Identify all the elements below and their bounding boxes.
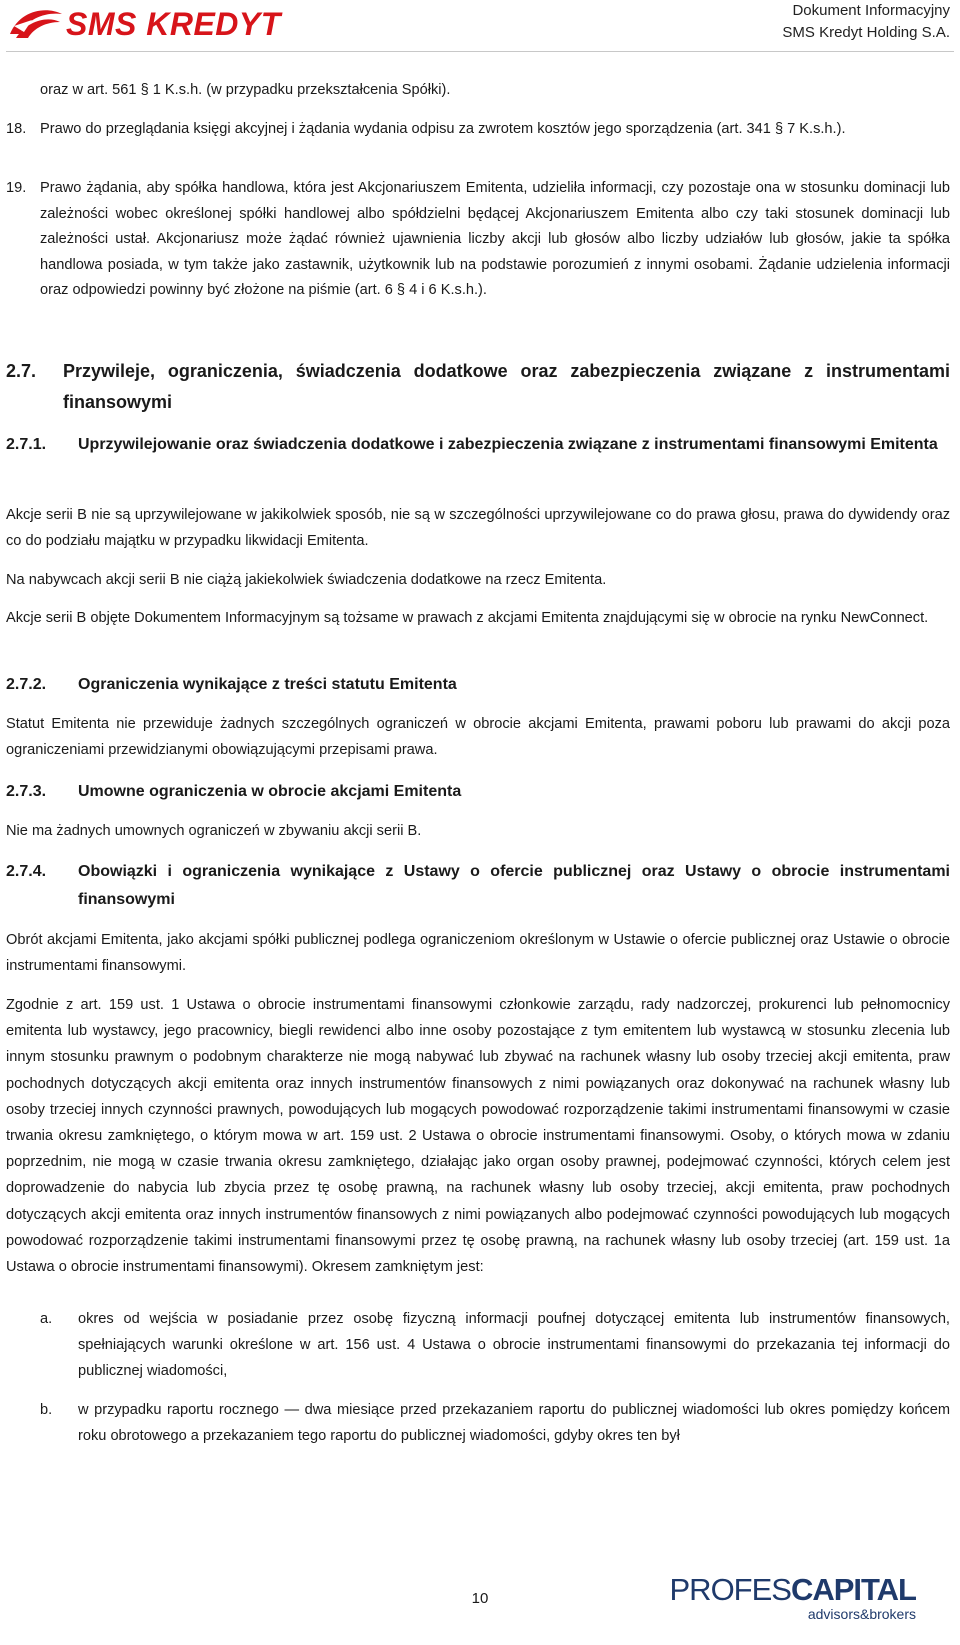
sms-kredyt-logo [6, 4, 296, 44]
continuation-text: oraz w art. 561 § 1 K.s.h. (w przypadku przekształcenia Spółki). [40, 82, 451, 98]
logo-swoosh-icon [6, 4, 64, 44]
list-item-a: okres od wejścia w posiadanie przez osobę fizyczną informacji poufnej dotyczącej emitenta lub instrumentów finansowych, spełniających warunki określone w art. 156 ust. 4 Ustawa o obrocie instrumentami finansowymi do przekazania tej informacji do publicznej wiadomości, [78, 1311, 950, 1380]
list-letter-a: a. [40, 1311, 53, 1327]
list-number-19: 19. [6, 180, 27, 196]
section-title-2-7-3: Umowne ograniczenia w obrocie akcjami Emitenta [78, 783, 462, 800]
document-header-info [782, 0, 950, 44]
document-title: Dokument Informacyjny [792, 2, 950, 19]
company-name: SMS Kredyt Holding S.A. [782, 24, 950, 41]
section-title-2-7-2: Ograniczenia wynikające z treści statutu Emitenta [78, 676, 457, 693]
header-divider [6, 51, 954, 52]
list-letter-b: b. [40, 1402, 53, 1418]
section-number-2-7-4: 2.7.4. [6, 863, 47, 880]
section-number-2-7-2: 2.7.2. [6, 676, 47, 693]
list-item-18: Prawo do przeglądania księgi akcyjnej i żądania wydania odpisu za zwrotem kosztów jego sporządzenia (art. 341 § 7 K.s.h.). [40, 121, 846, 137]
section-title-2-7-4: Obowiązki i ograniczenia wynikające z Ustawy o ofercie publicznej oraz Ustawy o obrocie instrumentami finansowymi [78, 863, 950, 908]
section-number-2-7: 2.7. [6, 361, 37, 381]
footer-logo-tagline: advisors&brokers [807, 1606, 916, 1622]
page-number: 10 [471, 1590, 489, 1607]
paragraph-2: Na nabywcach akcji serii B nie ciążą jakiekolwiek świadczenia dodatkowe na rzecz Emitenta. [6, 572, 607, 588]
paragraph-6: Obrót akcjami Emitenta, jako akcjami spółki publicznej podlega ograniczeniom określonym w Ustawie o ofercie publicznej oraz Ustawie o obrocie instrumentami finansowymi. [6, 932, 950, 975]
section-title-2-7: Przywileje, ograniczenia, świadczenia dodatkowe oraz zabezpieczenia związane z instrumentami finansowymi [63, 361, 950, 412]
logo-text: SMS KREDYT [66, 6, 281, 42]
section-number-2-7-3: 2.7.3. [6, 783, 47, 800]
paragraph-4: Statut Emitenta nie przewiduje żadnych szczególnych ograniczeń w obrocie akcjami Emitenta, prawami poboru lub prawami do akcji poza ograniczeniami przewidzianymi obowiązującymi przepisami prawa. [6, 716, 950, 759]
section-title-2-7-1: Uprzywilejowanie oraz świadczenia dodatkowe i zabezpieczenia związane z instrumentami finansowymi Emitenta [78, 436, 938, 453]
paragraph-1: Akcje serii B nie są uprzywilejowane w jakikolwiek sposób, nie są w szczególności uprzywilejowane co do prawa głosu, prawa do dywidendy oraz co do podziału majątku w przypadku likwidacji Emitenta. [6, 507, 950, 550]
list-item-b: w przypadku raportu rocznego — dwa miesiące przed przekazaniem raportu do publicznej wiadomości lub okres pomiędzy końcem roku obrotowego a przekazaniem tego raportu do publicznej wiadomości, gdyby okres ten był [78, 1402, 950, 1445]
profescapital-logo [656, 1570, 916, 1630]
paragraph-5: Nie ma żadnych umownych ograniczeń w zbywaniu akcji serii B. [6, 823, 422, 839]
paragraph-7: Zgodnie z art. 159 ust. 1 Ustawa o obrocie instrumentami finansowymi członkowie zarządu, rady nadzorczej, prokurenci lub pełnomocnicy emitenta lub wystawcy, jego pracownicy, biegli rewidenci albo inne osoby pozostające z tym emitentem lub wystawcą w stosunku zlecenia lub innym stosunku prawnym o podobnym charakterze nie mogą nabywać lub zbywać na rachunek własny lub osoby trzeciej akcji emitenta, praw pochodnych dotyczących akcji emitenta oraz innych instrumentów finansowych z nimi powiązanych oraz dokonywać na rachunek własny lub osoby trzeciej innych czynności prawnych, powodujących lub mogących powodować rozporządzenie takimi instrumentami finansowymi w czasie trwania okresu zamkniętego, o którym mowa w art. 159 ust. 2 Ustawa o obrocie instrumentami finansowymi. Osoby, o których mowa w zdaniu poprzednim, nie mogą w czasie trwania okresu zamkniętego, działając jako organ osoby prawnej, podejmować czynności, których celem jest doprowadzenie do nabycia lub zbycia przez tę osobę prawną, na rachunek własny lub osoby trzeciej, akcji emitenta, praw pochodnych dotyczących akcji emitenta oraz innych instrumentów finansowych z nimi powiązanych albo podejmować czynności powodujących lub mogących powodować rozporządzenie takimi instrumentami finansowymi przez tę osobę prawną, na rachunek własny lub osoby trzeciej (art. 159 ust. 1a Ustawa o obrocie instrumentami finansowymi). Okresem zamkniętym jest: [6, 997, 950, 1276]
footer-logo-wordmark: PROFESCAPITAL [669, 1572, 916, 1607]
list-item-19 [40, 176, 950, 304]
list-item-19-text: Prawo żądania, aby spółka handlowa, która jest Akcjonariuszem Emitenta, udzieliła informacji, czy pozostaje ona w stosunku dominacji lub zależności wobec określonej spółki handlowej albo spółdzielni będącej Akcjonariuszem Emitenta albo czy taki stosunek dominacji lub zależności ustał. Akcjonariusz może żądać również ujawnienia liczby akcji lub głosów albo liczby udziałów lub głosów, jakie ta spółka handlowa posiada, w tym także jako zastawnik, użytkownik lub na podstawie porozumień z innymi osobami. Żądanie udzielenia informacji oraz odpowiedzi powinny być złożone na piśmie (art. 6 § 4 i 6 K.s.h.). [40, 180, 950, 298]
paragraph-3: Akcje serii B objęte Dokumentem Informacyjnym są tożsame w prawach z akcjami Emitenta znajdującymi się w obrocie na rynku NewConnect. [6, 610, 929, 626]
list-number-18: 18. [6, 121, 27, 137]
section-number-2-7-1: 2.7.1. [6, 436, 47, 453]
